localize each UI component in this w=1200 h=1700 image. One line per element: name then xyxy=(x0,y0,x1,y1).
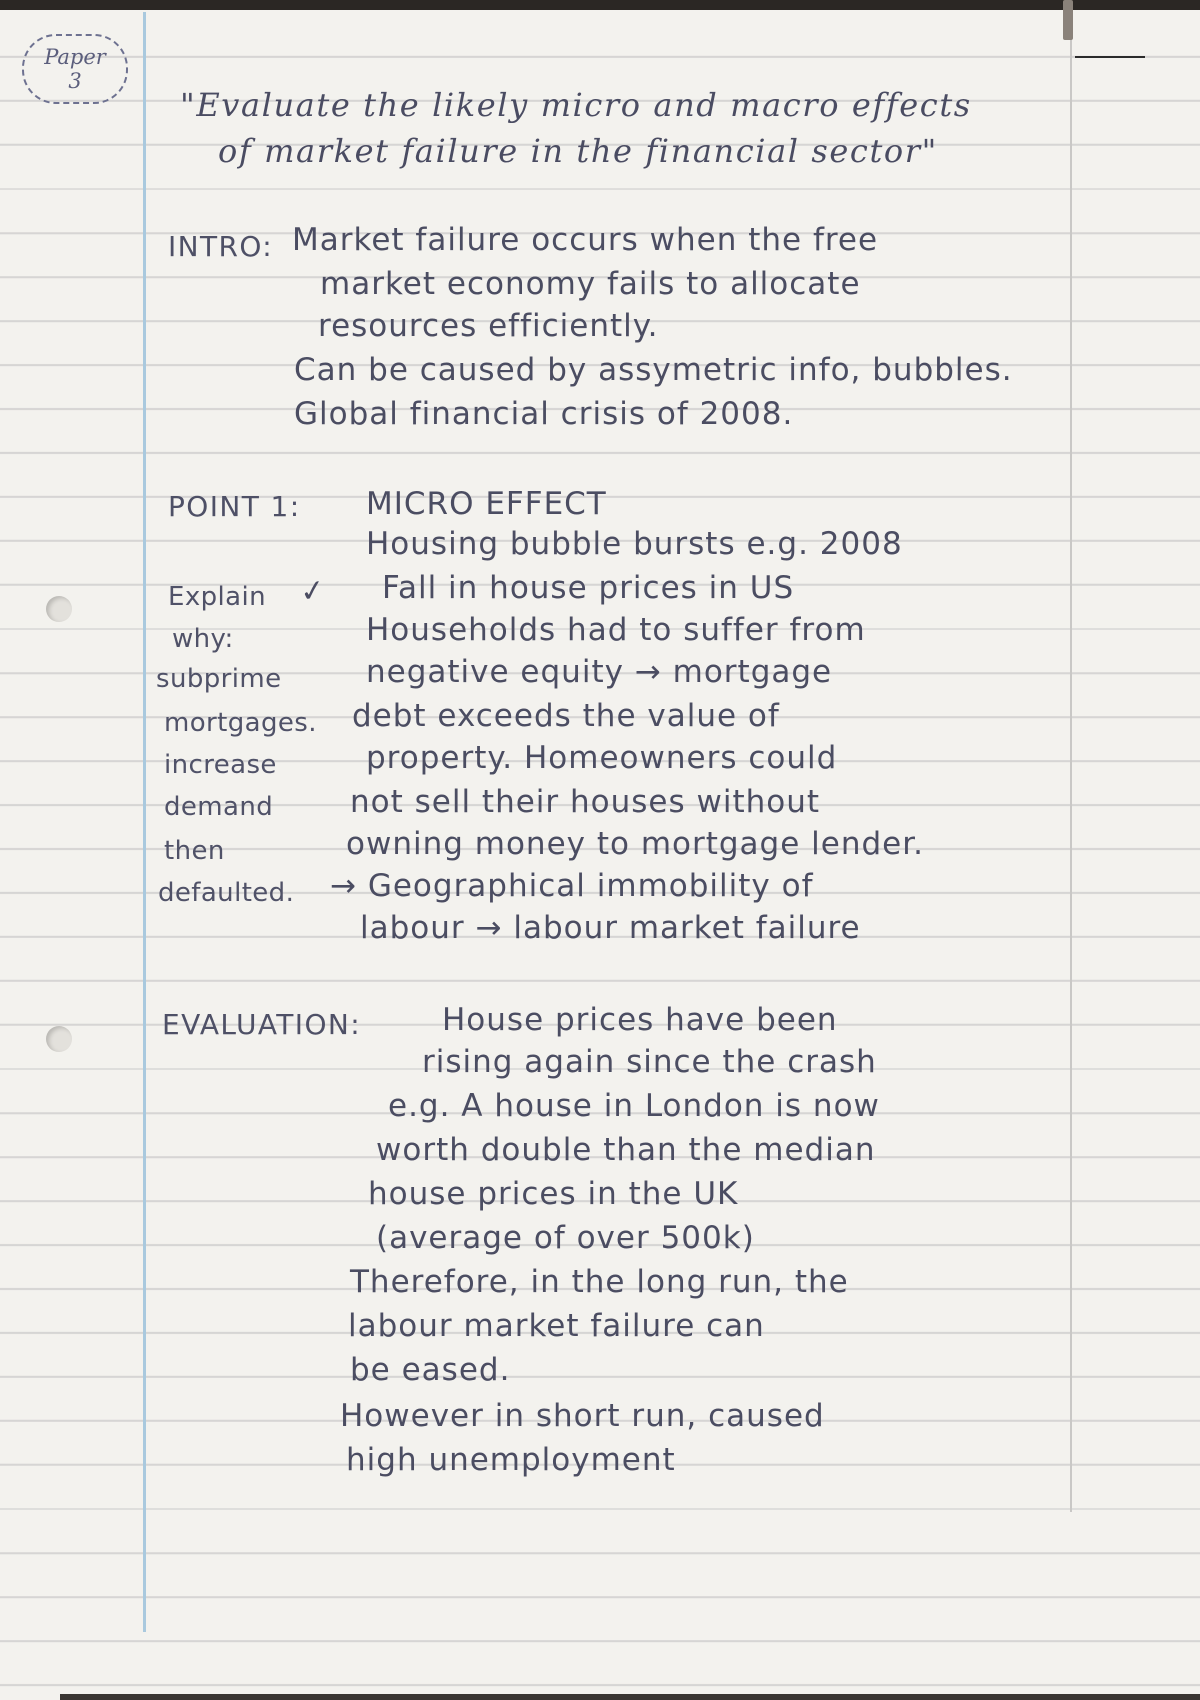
side-note-5: increase xyxy=(164,750,277,780)
corner-dash xyxy=(1075,56,1145,58)
punch-hole xyxy=(46,1026,72,1052)
evaluation-line-2: rising again since the crash xyxy=(422,1044,877,1080)
evaluation-line-5: house prices in the UK xyxy=(368,1176,739,1212)
point1-line-4: Households had to suffer from xyxy=(366,612,866,648)
margin-line xyxy=(143,12,146,1632)
evaluation-line-7: Therefore, in the long run, the xyxy=(350,1264,849,1300)
side-note-6: demand xyxy=(164,792,274,822)
binder-mark xyxy=(1063,0,1073,40)
paper-tag-label: Paper xyxy=(44,45,106,69)
intro-label: INTRO: xyxy=(168,230,274,263)
point1-line-7: property. Homeowners could xyxy=(366,740,838,776)
page-top-edge xyxy=(0,0,1200,10)
point1-label: POINT 1: xyxy=(168,490,301,523)
page-bottom-edge xyxy=(60,1694,1200,1700)
side-note-7: then xyxy=(164,836,225,866)
side-note-3: subprime xyxy=(156,664,282,694)
intro-line-2: market economy fails to allocate xyxy=(320,266,861,302)
point1-line-6: debt exceeds the value of xyxy=(352,698,780,734)
side-note-1: Explain xyxy=(168,582,266,612)
point1-line-9: owning money to mortgage lender. xyxy=(346,826,924,862)
point1-line-5: negative equity → mortgage xyxy=(366,654,833,690)
side-note-2: why: xyxy=(172,624,234,654)
side-note-8: defaulted. xyxy=(158,878,295,908)
paper-tag xyxy=(22,34,128,104)
point1-line-8: not sell their houses without xyxy=(350,784,821,820)
point1-line-1: MICRO EFFECT xyxy=(366,486,607,522)
intro-line-1: Market failure occurs when the free xyxy=(292,222,879,258)
point1-line-11: labour → labour market failure xyxy=(360,910,861,946)
check-mark: ✓ xyxy=(297,572,328,611)
evaluation-line-8: labour market failure can xyxy=(348,1308,765,1344)
point1-line-3: Fall in house prices in US xyxy=(382,570,795,606)
intro-line-5: Global financial crisis of 2008. xyxy=(294,396,794,432)
right-margin-line xyxy=(1070,12,1072,1512)
essay-question-line-1: "Evaluate the likely micro and macro effects xyxy=(180,86,972,124)
point1-line-2: Housing bubble bursts e.g. 2008 xyxy=(366,526,903,562)
paper-tag-number: 3 xyxy=(68,69,82,93)
evaluation-line-10: However in short run, caused xyxy=(340,1398,825,1434)
evaluation-line-3: e.g. A house in London is now xyxy=(388,1088,880,1124)
evaluation-line-11: high unemployment xyxy=(346,1442,676,1478)
intro-line-4: Can be caused by assymetric info, bubbles. xyxy=(294,352,1013,388)
intro-line-3: resources efficiently. xyxy=(318,308,659,344)
side-note-4: mortgages. xyxy=(164,708,317,738)
essay-question-line-2: of market failure in the financial sector" xyxy=(218,132,938,170)
punch-hole xyxy=(46,596,72,622)
evaluation-line-4: worth double than the median xyxy=(376,1132,876,1168)
evaluation-line-6: (average of over 500k) xyxy=(376,1220,755,1256)
point1-line-10: → Geographical immobility of xyxy=(330,868,814,904)
evaluation-line-1: House prices have been xyxy=(442,1002,838,1038)
evaluation-label: EVALUATION: xyxy=(162,1008,362,1041)
evaluation-line-9: be eased. xyxy=(350,1352,511,1388)
